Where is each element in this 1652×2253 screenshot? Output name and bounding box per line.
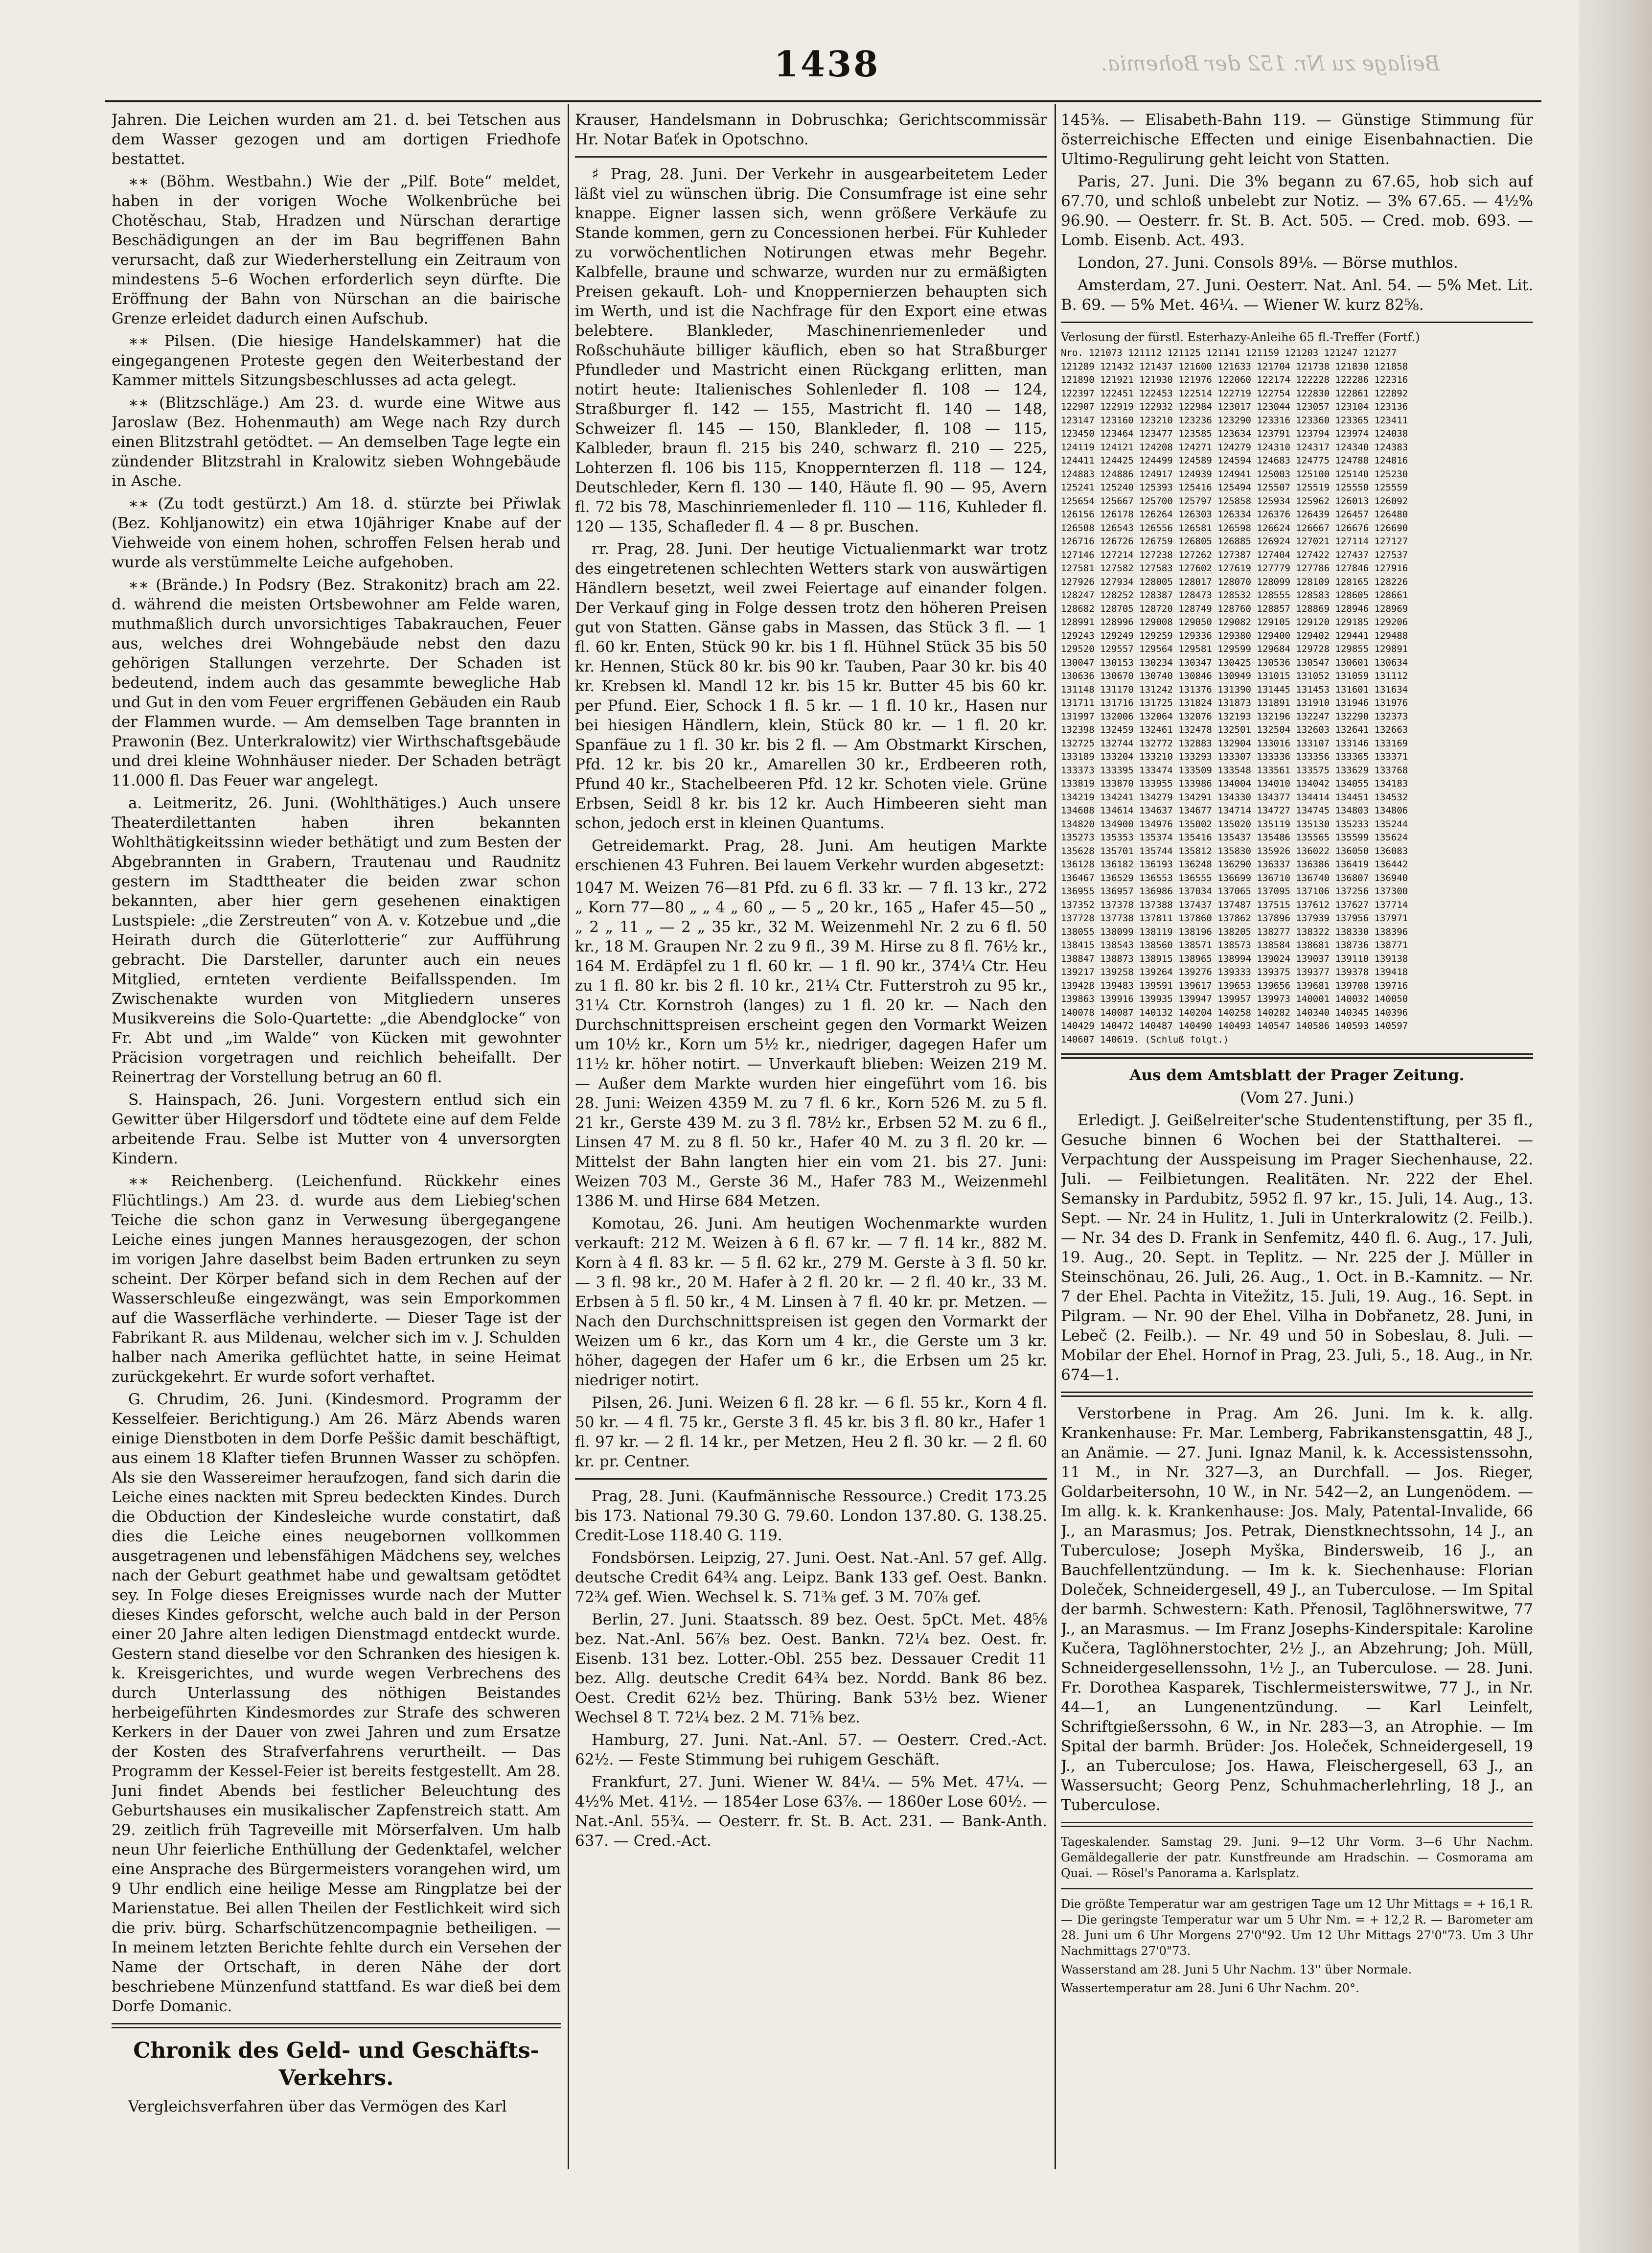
lottery-row: 127926 127934 128005 128017 128070 128099 128109 128165 128226 bbox=[1061, 576, 1408, 587]
lottery-row: 139217 139258 139264 139276 139333 139375 139377 139378 139418 bbox=[1061, 967, 1408, 977]
water-temperature: Wassertemperatur am 28. Juni 6 Uhr Nachm. 20°. bbox=[1061, 1981, 1359, 1995]
lottery-row: 132398 132459 132461 132478 132501 132504 132603 132641 132663 bbox=[1061, 724, 1408, 735]
lottery-row: 125241 125240 125393 125416 125494 125507 125519 125550 125559 bbox=[1061, 482, 1408, 493]
lottery-row: Nro. 121073 121112 121125 121141 121159 121203 121247 121277 bbox=[1061, 348, 1397, 358]
section-divider bbox=[112, 2023, 561, 2028]
lottery-row: 134820 134900 134976 135002 135020 135119 135130 135233 135244 bbox=[1061, 818, 1408, 830]
lottery-row: 128247 128252 128387 128473 128532 128555 128583 128605 128661 bbox=[1061, 590, 1408, 601]
lottery-row: 133189 133204 133210 133293 133307 133336 133356 133365 133371 bbox=[1061, 751, 1408, 762]
article: ∗∗ (Brände.) In Podsry (Bez. Strakonitz) brach am 22. d. während die meisten Ortsbewohner am Felde waren, muthmaßlich durch unvorsichtiges Tabakrauchen, Feuer aus, welches drei Wohngebäude nebst den dazu gehörigen Stallungen verzehrte. Der Schaden ist bedeutend, indem auch das gesammte bewegliche Hab und Gut in den vom Feuer ergriffenen Gebäuden ein Raub der Flammen wurde. — Am demselben Tage brannten in Prawonin (Bez. Unterkralowitz) vier Wirthschaftsgebäude und drei kleine Wohnhäuser nieder. Der Schaden beträgt 11.000 fl. Das Feuer war angelegt. bbox=[112, 576, 561, 790]
lottery-row: 135628 135701 135744 135812 135830 135926 136022 136050 136083 bbox=[1061, 845, 1408, 857]
page-edge bbox=[1579, 0, 1652, 2253]
divider bbox=[1061, 322, 1533, 323]
lottery-row: 130047 130153 130234 130347 130425 130536 130547 130601 130634 bbox=[1061, 657, 1408, 668]
article: Erledigt. J. Geißelreiter'sche Studentenstiftung, per 35 fl., Gesuche binnen 6 Wochen bei der Statthalterei. — Verpachtung der Ausspeisung im Prager Siechenhause, 22. Juli. — Feilbietungen. Realitäten. Nr. 222 der Ehel. Semansky in Pardubitz, 5952 fl. 97 kr., 15. Juli, 14. Aug., 13. Sept. — Nr. 24 in Hulitz, 1. Juli in Unterkralowitz (2. Feilb.). — Nr. 34 des D. Frank in Senfemitz, 440 fl. 6. Aug., 17. Juli, 19. Aug., 20. Sept. in Teplitz. — Nr. 225 der J. Müller in Steinschönau, 26. Juli, 26. Aug., 1. Oct. in B.-Kamnitz. — Nr. 7 der Ehel. Pachta in Vitežitz, 15. Juli, 19. Aug., 16. Sept. in Pilgram. — Nr. 90 der Ehel. Vilha in Dobřanetz, 28. Juni, in Lebeč (2. Feilb.). — Nr. 49 und 50 in Sobeslau, 8. Juli. — Mobilar der Ehel. Hornof in Prag, 23. Juli, 5., 18. Aug., in Nr. 674—1. bbox=[1061, 1112, 1533, 1384]
lottery-row: 127581 127582 127583 127602 127619 127779 127786 127846 127916 bbox=[1061, 563, 1408, 574]
lottery-row: 123147 123160 123210 123236 123290 123316 123360 123365 123411 bbox=[1061, 415, 1408, 426]
article: ∗∗ (Böhm. Westbahn.) Wie der „Pilf. Bote“ meldet, haben in der vorigen Woche Wolkenbrüche bei Chotěschau, Stab, Hradzen und Nürschan derartige Beschädigungen an der im Bau begriffenen Bahn verursacht, daß zur Wiederherstellung ein Zeitraum von mindestens 5–6 Wochen erforderlich seyn dürfte. Die Eröffnung der Bahn von Nürschan an die bairische Grenze erleidet dadurch einen Aufschub. bbox=[112, 173, 561, 327]
article: ∗∗ (Blitzschläge.) Am 23. d. wurde eine Witwe aus Jaroslaw (Bez. Hohenmauth) am Wege nach Rzy durch einen Blitzstrahl getödtet. — An demselben Tage legte ein zündender Blitzstrahl in Kralowitz sieben Wohngebäude in Asche. bbox=[112, 394, 561, 490]
article: ♯ Prag, 28. Juni. Der Verkehr in ausgearbeitetem Leder läßt viel zu wünschen übrig. Die Consumfrage ist eine sehr knappe. Eigner lassen sich, wenn größere Verkäufe zu Stande kommen, gern zu Concessionen herbei. Für Kuhleder zu vorwöchentlichen Notirungen etwas mehr Begehr. Kalbfelle, braune und schwarze, wurden nur zu ermäßigten Preisen gekauft. Loh- und Knoppernierzen behaupten sich im Werth, und ist die Nachfrage für den Export eine etwas belebtere. Blankleder, Maschinenriemenleder und Roßschuhäute billiger käuflich, eben so hat Straßburger Pfundleder und Mastricht einen Rückgang erlitten, man notirt heute: Italienisches Sohlenleder fl. 108 — 124, Straßburger fl. 142 — 155, Mastricht fl. 140 — 148, Schweizer fl. 145 — 150, Blankleder, fl. 108 — 115, Kalbleder, braun fl. 215 bis 240, schwarz fl. 210 — 225, Lohterzen fl. 106 bis 115, Knoppernterzen fl. 118 — 124, Deutschleder, Kern fl. 130 — 140, Häute fl. 90 — 95, Avern fl. 72 bis 78, Maschinriemenleder fl. 110 — 116, Kuhleder fl. 120 — 135, Schafleder fl. 4 — 8 pr. Buschen. bbox=[575, 165, 1047, 535]
article: Jahren. Die Leichen wurden am 21. d. bei Tetschen aus dem Wasser gezogen und am dortigen Friedhofe bestattet. bbox=[112, 111, 561, 168]
lottery-row: 130636 130670 130740 130846 130949 131015 131052 131059 131112 bbox=[1061, 671, 1408, 681]
article: G. Chrudim, 26. Juni. (Kindesmord. Programm der Kesselfeier. Berichtigung.) Am 26. März Abends waren einige Dienstboten in dem Dorfe Peššic damit beschäftigt, aus einem 18 Klafter tiefen Brunnen Wasser zu schöpfen. Als sie den Wassereimer heraufzogen, fand sich darin die Leiche eines nackten mit Spreu bedeckten Kindes. Durch die Obduction der Kindesleiche wurde constatirt, daß dies die Leiche eines neugebornen vollkommen ausgetragenen und lebensfähigen Mädchens sey, welches nach der Geburt geathmet habe und gewaltsam getödtet sey. In Folge dieses Ereignisses wurde nach der Mutter dieses Kindes geforscht, welche auch bald in der Person einer 20 Jahre alten ledigen Dienstmagd entdeckt wurde. Gestern stand dieselbe vor den Schranken des hiesigen k. k. Kreisgerichtes, und wurde wegen Verbrechens des durch Unterlassung des nöthigen Beistandes herbeigeführten Kindesmordes zur Strafe des schweren Kerkers in der Dauer von zwei Jahren und zum Ersatze der Kosten des Strafverfahrens verurtheilt. — Das Programm der Kessel-Feier ist bereits festgestellt. Am 28. Juni findet Abends bei festlicher Beleuchtung des Geburtshauses ein musikalischer Zapfenstreich statt. Am 29. zeitlich früh Tagreveille mit Mörserfalven. Um halb neun Uhr feierliche Enthüllung der Gedenktafel, welcher eine Ansprache des Bürgermeisters vorangehen wird, um 9 Uhr endlich eine heilige Messe am Ringplatze bei der Marienstatue. Bei allen Theilen der Festlichkeit wird sich die priv. bürg. Scharfschützencompagnie betheiligen. — In meinem letzten Berichte fehlte durch ein Versehen der Name der Ortschaft, in deren Nähe der dort beschriebene Münzenfund stattfand. Es war dieß bei dem Dorfe Domanic. bbox=[112, 1391, 561, 2015]
bleed-through-header: Beilage zu Nr. 152 der Bohemia. bbox=[1101, 51, 1440, 75]
lottery-row: 140429 140472 140487 140490 140493 140547 140586 140593 140597 bbox=[1061, 1021, 1408, 1031]
article: Fondsbörsen. Leipzig, 27. Juni. Oest. Nat.-Anl. 57 gef. Allg. deutsche Credit 64¾ ang. Leipz. Bank 133 gef. Oest. Bankn. 72¾ gef. Wien. Wechsel k. S. 71⅜ gef. 3 M. 70⅞ gef. bbox=[575, 1549, 1047, 1606]
divider bbox=[575, 156, 1047, 158]
article: 1047 M. Weizen 76—81 Pfd. zu 6 fl. 33 kr. — 7 fl. 13 kr., 272 „ Korn 77—80 „ „ 4 „ 60 „ — 5 „ 20 kr., 165 „ Hafer 45—50 „ „ 2 „ 11 „ — 2 „ 35 kr., 32 M. Weizenmehl Nr. 2 zu 6 fl. 50 kr., 18 M. Graupen Nr. 2 zu 9 fl., 39 M. Hirse zu 8 fl. 76½ kr., 164 M. Erdäpfel zu 1 fl. 60 kr. — 1 fl. 90 kr., 374¼ Ctr. Heu zu 1 fl. 80 kr. bis 2 fl. 10 kr., 21¼ Ctr. Futterstroh zu 95 kr., 31¼ Ctr. Kornstroh (langes) zu 1 fl. 20 kr. — Nach den Durchschnittspreisen erscheint gegen den Vormarkt Weizen um 10½ kr., Korn um 5½ kr., niedriger, dagegen Hafer um 11½ kr. höher notirt. — Unverkauft blieben: Weizen 219 M. — Außer dem Markte wurden hier eingeführt vom 16. bis 28. Juni: Weizen 4359 M. zu 7 fl. 6 kr., Korn 526 M. zu 5 fl. 21 kr., Gerste 439 M. zu 3 fl. 78½ kr., Erbsen 52 M. zu 6 fl., Linsen 47 M. zu 8 fl. 50 kr., Hafer 40 M. zu 3 fl. 20 kr. — Mittelst der Bahn langten hier ein vom 21. bis 27. Juni: Weizen 703 M., Gerste 36 M., Hafer 783 M., Weizenmehl 1386 M. und Hirse 684 Metzen. bbox=[575, 879, 1047, 1210]
weather-report: Die größte Temperatur war am gestrigen Tage um 12 Uhr Mittags = + 16,1 R. — Die geringste Temperatur war um 5 Uhr Nm. = + 12,2 R. — Barometer am 28. Juni um 6 Uhr Morgens 27'0"92. Um 12 Uhr Mittags 27'0"73. Um 3 Uhr Nachmittags 27'0"73. bbox=[1061, 1897, 1533, 1958]
lottery-row: 121890 121921 121930 121976 122060 122174 122228 122286 122316 bbox=[1061, 374, 1408, 385]
lottery-row: 131148 131170 131242 131376 131390 131445 131453 131601 131634 bbox=[1061, 684, 1408, 695]
lottery-row: 127146 127214 127238 127262 127387 127404 127422 127437 127537 bbox=[1061, 549, 1408, 560]
article: Prag, 28. Juni. (Kaufmännische Ressource.) Credit 173.25 bis 173. National 79.30 G. 79.60. London 137.80. G. 138.25. Credit-Lose 118.40 G. 119. bbox=[575, 1487, 1047, 1544]
lottery-row: 123450 123464 123477 123585 123634 123791 123794 123974 124038 bbox=[1061, 428, 1408, 439]
column-3 bbox=[1061, 110, 1533, 2244]
column-rule bbox=[1055, 104, 1056, 2169]
lottery-row: 124883 124886 124917 124939 124941 125003 125100 125140 125230 bbox=[1061, 468, 1408, 480]
lottery-row: 132725 132744 132772 132883 132904 133016 133107 133146 133169 bbox=[1061, 738, 1408, 749]
amtsblatt-title: Aus dem Amtsblatt der Prager Zeitung. bbox=[1129, 1067, 1465, 1084]
divider bbox=[1061, 1888, 1533, 1889]
section-divider bbox=[1061, 1392, 1533, 1397]
lottery-row: 138415 138543 138560 138571 138573 138584 138681 138736 138771 bbox=[1061, 940, 1408, 951]
lottery-row: 125654 125667 125700 125797 125858 125934 125962 126013 126092 bbox=[1061, 495, 1408, 507]
article: S. Hainspach, 26. Juni. Vorgestern entlud sich ein Gewitter über Hilgersdorf und tödtete eine auf dem Felde arbeitende Frau. Selbe ist Mutter von 4 unversorgten Kindern. bbox=[112, 1091, 561, 1167]
lottery-row: 133819 133870 133955 133986 134004 134010 134042 134055 134183 bbox=[1061, 778, 1408, 789]
lottery-row: 139863 139916 139935 139947 139957 139973 140001 140032 140050 bbox=[1061, 994, 1408, 1004]
article: Getreidemarkt. Prag, 28. Juni. Am heutigen Markte erschienen 43 Fuhren. Bei lauem Verkehr wurden abgesetzt: bbox=[575, 837, 1047, 874]
article: Hamburg, 27. Juni. Nat.-Anl. 57. — Oesterr. Cred.-Act. 62½. — Feste Stimmung bei ruhigem Geschäft. bbox=[575, 1731, 1047, 1768]
lottery-row: 140078 140087 140132 140204 140258 140282 140340 140345 140396 bbox=[1061, 1007, 1408, 1018]
article: Verstorbene in Prag. Am 26. Juni. Im k. k. allg. Krankenhause: Fr. Mar. Lemberg, Fabrikanstensgattin, 48 J., an Anämie. — 27. Juni. Ignaz Manil, k. k. Accessistenssohn, 11 M., in Nr. 327—3, an Durchfall. — Jos. Rieger, Goldarbeitersohn, 10 W., in Nr. 542—2, an Lungenödem. — Im allg. k. k. Krankenhause: Jos. Maly, Patental-Invalide, 66 J., an Marasmus; Jos. Petrak, Dienstknechtssohn, 14 J., an Tuberculose; Joseph Myška, Bindersweib, 16 J., an Bauchfellentzündung. — Im k. k. Siechenhause: Florian Doleček, Schneidergesell, 49 J., an Tuberculose. — Im Spital der barmh. Schwestern: Kath. Přenosil, Taglöhnerswitwe, 77 J., an Marasmus. — Im Franz Josephs-Kinderspitale: Karoline Kučera, Taglöhnerstochter, 2½ J., an Abzehrung; Joh. Müll, Schneidergesellenssohn, 1½ J., an Tuberculose. — 28. Juni. Fr. Dorothea Kasparek, Tischlermeisterswitwe, 77 J., in Nr. 44—1, an Lungenentzündung. — Karl Leinfelt, Schriftgießerssohn, 6 W., in Nr. 283—3, an Atrophie. — Im Spital der barmh. Brüder: Jos. Holeček, Schneidergesell, 19 J., an Tuberculose; Jos. Hawa, Fleischergesell, 63 J., an Wassersucht; Georg Penz, Schuhmacherlehrling, 18 J., an Tuberculose. bbox=[1061, 1405, 1533, 1814]
lottery-row: 131997 132006 132064 132076 132193 132196 132247 132290 132373 bbox=[1061, 711, 1408, 722]
section-heading: Chronik des Geld- und Geschäfts-Verkehrs. bbox=[133, 2038, 539, 2090]
column-2 bbox=[575, 110, 1047, 2244]
article: Komotau, 26. Juni. Am heutigen Wochenmarkte wurden verkauft: 212 M. Weizen à 6 fl. 67 kr. — 7 fl. 14 kr., 882 M. Korn à 4 fl. 83 kr. — 5 fl. 62 kr., 279 M. Gerste à 3 fl. 50 kr. — 3 fl. 98 kr., 20 M. Hafer à 2 fl. 20 kr. — 2 fl. 40 kr., 33 M. Erbsen à 5 fl. 50 kr., 4 M. Linsen à 7 fl. 40 kr. pr. Metzen. — Nach den Durchschnittspreisen ist gegen den Vormarkt der Weizen um 6 kr., das Korn um 4 kr., die Gerste um 3 kr. höher, dagegen der Hafer um 6 kr., die Erbsen um 25 kr. niedriger notirt. bbox=[575, 1215, 1047, 1389]
article: rr. Prag, 28. Juni. Der heutige Victualienmarkt war trotz des eingetretenen schlechten Wetters stark von auswärtigen Händlern besetzt, weil zwei Feiertage auf einander folgen. Der Verkauf ging in Folge dessen trotz den höheren Preisen gut von Statten. Gänse gabs in Massen, das Stück 3 fl. — 1 fl. 60 kr. Enten, Stück 90 kr. bis 1 fl. Hühnel Stück 35 bis 50 kr. Hennen, Stück 80 kr. bis 90 kr. Tauben, Paar 30 kr. bis 40 kr. Krebsen kl. Mandl 12 kr. bis 15 kr. Butter 45 bis 60 kr. per Pfund. Eier, Schock 1 fl. 5 kr. — 1 fl. 10 kr., Hasen nur bei hiesigen Händlern, klein, Stück 80 kr. — 1 fl. 20 kr. Spanfäue zu 1 fl. 30 kr. bis 2 fl. — Am Obstmarkt Kirschen, Pfd. 12 kr. bis 20 kr., Amarellen 30 kr., Erdbeeren roth, Pfund 40 kr., Stachelbeeren Pfd. 12 kr. Schoten viele. Grüne Erbsen, Seidl 8 kr. bis 12 kr. Auch Himbeeren sieht man schon, jedoch erst in kleinen Quantums. bbox=[575, 540, 1047, 832]
article: Frankfurt, 27. Juni. Wiener W. 84¼. — 5% Met. 47¼. — 4½% Met. 41½. — 1854er Lose 63⅞. — 1860er Lose 60½. — Nat.-Anl. 55¾. — Oesterr. fr. St. B. Act. 231. — Bank-Anth. 637. — Cred.-Act. bbox=[575, 1773, 1047, 1850]
article: ∗∗ (Zu todt gestürzt.) Am 18. d. stürzte bei Přiwlak (Bez. Kohljanowitz) ein etwa 10jähriger Knabe auf der Viehweide von einem hohen, schroffen Felsen herab und wurde als verstümmelte Leiche aufgehoben. bbox=[112, 495, 561, 571]
lottery-row: 140607 140619. (Schluß folgt.) bbox=[1061, 1034, 1229, 1045]
lottery-row: 134608 134614 134637 134677 134714 134727 134745 134803 134806 bbox=[1061, 805, 1408, 816]
article: London, 27. Juni. Consols 89⅛. — Börse muthlos. bbox=[1078, 254, 1458, 272]
lottery-row: 126716 126726 126759 126805 126885 126924 127021 127114 127127 bbox=[1061, 536, 1408, 547]
lottery-row: 136955 136957 136986 137034 137065 137095 137106 137256 137300 bbox=[1061, 886, 1408, 897]
article: Pilsen, 26. Juni. Weizen 6 fl. 28 kr. — 6 fl. 55 kr., Korn 4 fl. 50 kr. — 4 fl. 75 kr., Gerste 3 fl. 45 kr. bis 3 fl. 80 kr., Hafer 1 fl. 97 kr. — 2 fl. 14 kr., per Metzen, Heu 2 fl. 30 kr. — 2 fl. 60 kr. pr. Centner. bbox=[575, 1394, 1047, 1470]
article: Krauser, Handelsmann in Dobruschka; Gerichtscommissär Hr. Notar Baťek in Opotschno. bbox=[575, 111, 1047, 148]
lottery-row: 138847 138873 138915 138965 138994 139024 139037 139110 139138 bbox=[1061, 953, 1408, 964]
lottery-row: 133373 133395 133474 133509 133548 133561 133575 133629 133768 bbox=[1061, 765, 1408, 776]
article: Paris, 27. Juni. Die 3% begann zu 67.65, hob sich auf 67.70, und schloß unbelebt zur Notiz. — 3% 67.65. — 4½% 96.90. — Oesterr. fr. St. B. Act. 505. — Cred. mob. 693. — Lomb. Eisenb. Act. 493. bbox=[1061, 173, 1533, 249]
page-number: 1438 bbox=[774, 43, 880, 85]
lottery-row: 129243 129249 129259 129336 129380 129400 129402 129441 129488 bbox=[1061, 630, 1408, 641]
lottery-row: 138055 138099 138119 138196 138205 138277 138322 138330 138396 bbox=[1061, 926, 1408, 937]
lottery-row: 135273 135353 135374 135416 135437 135486 135565 135599 135624 bbox=[1061, 832, 1408, 843]
lottery-title: Verlosung der fürstl. Esterhazy-Anleihe 65 fl.-Treffer (Fortf.) bbox=[1061, 330, 1420, 344]
lottery-row: 128682 128705 128720 128749 128760 128857 128869 128946 128969 bbox=[1061, 603, 1408, 614]
section-divider bbox=[1061, 1822, 1533, 1827]
water-level: Wasserstand am 28. Juni 5 Uhr Nachm. 13'' über Normale. bbox=[1061, 1963, 1412, 1976]
lottery-row: 134219 134241 134279 134291 134330 134377 134414 134451 134532 bbox=[1061, 791, 1408, 803]
day-calendar: Tageskalender. Samstag 29. Juni. 9—12 Uhr Vorm. 3—6 Uhr Nachm. Gemäldegallerie der patr. Kunstfreunde am Hradschin. — Cosmorama am Quai. — Rösel's Panorama a. Karlsplatz. bbox=[1061, 1835, 1533, 1880]
lottery-row: 122907 122919 122932 122984 123017 123044 123057 123104 123136 bbox=[1061, 401, 1408, 412]
lottery-row: 126156 126178 126264 126303 126334 126376 126439 126457 126480 bbox=[1061, 509, 1408, 520]
column-1 bbox=[112, 110, 561, 2244]
divider bbox=[575, 1478, 1047, 1480]
article: ∗∗ Pilsen. (Die hiesige Handelskammer) hat die eingegangenen Proteste gegen den Weiterbestand der Kammer mittels Sitzungsbeschlusses ad acta gelegt. bbox=[112, 332, 561, 389]
lottery-row: 128991 128996 129008 129050 129082 129105 129120 129185 129206 bbox=[1061, 617, 1408, 627]
header-rule bbox=[105, 100, 1541, 102]
lottery-row: 124411 124425 124499 124589 124594 124683 124775 124788 124816 bbox=[1061, 455, 1408, 466]
lottery-row: 122397 122451 122453 122514 122719 122754 122830 122861 122892 bbox=[1061, 388, 1408, 399]
lottery-row: 121289 121432 121437 121600 121633 121704 121738 121830 121858 bbox=[1061, 361, 1408, 372]
amtsblatt-date: (Vom 27. Juni.) bbox=[1240, 1089, 1354, 1107]
section-divider bbox=[1061, 1053, 1533, 1059]
lottery-row: 137352 137378 137388 137437 137487 137515 137612 137627 137714 bbox=[1061, 899, 1408, 910]
lottery-table bbox=[1061, 347, 1533, 1046]
article: ∗∗ Reichenberg. (Leichenfund. Rückkehr eines Flüchtlings.) Am 23. d. wurde aus dem Liebieg'schen Teiche die schon ganz in Verwesung übergegangene Leiche eines jungen Mannes herausgezogen, der schon im vorigen Jahre daselbst beim Baden ertrunken zu seyn scheint. Der Körper befand sich in dem Rechen auf der Wasserschleuße eingezwängt, was sein Emporkommen auf die Wasserfläche verhinderte. — Dieser Tage ist der Fabrikant R. aus Mildenau, welcher sich im v. J. Schulden halber nach Amerika geflüchtet hatte, in seine Heimat zurückgekehrt. Er wurde sofort verhaftet. bbox=[112, 1172, 561, 1386]
lottery-row: 131711 131716 131725 131824 131873 131891 131910 131946 131976 bbox=[1061, 697, 1408, 708]
lottery-row: 124119 124121 124208 124271 124279 124310 124317 124340 124383 bbox=[1061, 441, 1408, 453]
lottery-row: 137728 137738 137811 137860 137862 137896 137939 137956 137971 bbox=[1061, 913, 1408, 924]
lottery-row: 136128 136182 136193 136248 136290 136337 136386 136419 136442 bbox=[1061, 859, 1408, 870]
lottery-row: 139428 139483 139591 139617 139653 139656 139681 139708 139716 bbox=[1061, 980, 1408, 991]
lottery-row: 129520 129557 129564 129581 129599 129684 129728 129855 129891 bbox=[1061, 644, 1408, 654]
article: Berlin, 27. Juni. Staatssch. 89 bez. Oest. 5pCt. Met. 48⅝ bez. Nat.-Anl. 56⅞ bez. Oest. Bankn. 72¼ bez. Oest. fr. Eisenb. 131 bez. Lotter.-Obl. 255 bez. Dessauer Credit 11 bez. Allg. deutsche Credit 64¾ bez. Nordd. Bank 86 bez. Oest. Credit 62½ bez. Thüring. Bank 53½ bez. Wiener Wechsel 8 T. 72¼ bez. 2 M. 71⅝ bez. bbox=[575, 1611, 1047, 1726]
article: a. Leitmeritz, 26. Juni. (Wohlthätiges.) Auch unsere Theaterdilettanten haben ihren bekannten Wohlthätigkeitssinn wieder bethätigt und zum Besten der Abgebrannten in Grabern, Trautenau und Raudnitz gestern im Stadttheater die beiden zwar schon bekannten, aber hier gern gesehenen einaktigen Lustspiele: „die Zerstreuten“ von A. v. Kotzebue und „die Heirath durch die Güterlotterie“ zur Aufführung gebracht. Die Darsteller, darunter auch ein neues Mitglied, ernteten verdiente Beifallsspenden. Im Zwischenakte wurden von Mitgliedern unseres Musikvereins die Solo-Quartette: „die Abendglocke“ von Fr. Abt und „im Walde“ von Kücken mit gewohnter Präcision vorgetragen und reichlich beheifallt. Der Reinertrag der Vorstellung betrug an 60 fl. bbox=[112, 794, 561, 1086]
article: 145⅜. — Elisabeth-Bahn 119. — Günstige Stimmung für österreichische Effecten und einige Eisenbahnactien. Die Ultimo-Regulirung geht leicht von Statten. bbox=[1061, 111, 1533, 168]
article: Amsterdam, 27. Juni. Oesterr. Nat. Anl. 54. — 5% Met. Lit. B. 69. — 5% Met. 46¼. — Wiener W. kurz 82⅝. bbox=[1061, 277, 1533, 314]
lottery-row: 126508 126543 126556 126581 126598 126624 126667 126676 126690 bbox=[1061, 522, 1408, 534]
article: Vergleichsverfahren über das Vermögen des Karl bbox=[128, 2098, 507, 2115]
column-rule bbox=[568, 104, 569, 2169]
lottery-row: 136467 136529 136553 136555 136699 136710 136740 136807 136940 bbox=[1061, 872, 1408, 883]
